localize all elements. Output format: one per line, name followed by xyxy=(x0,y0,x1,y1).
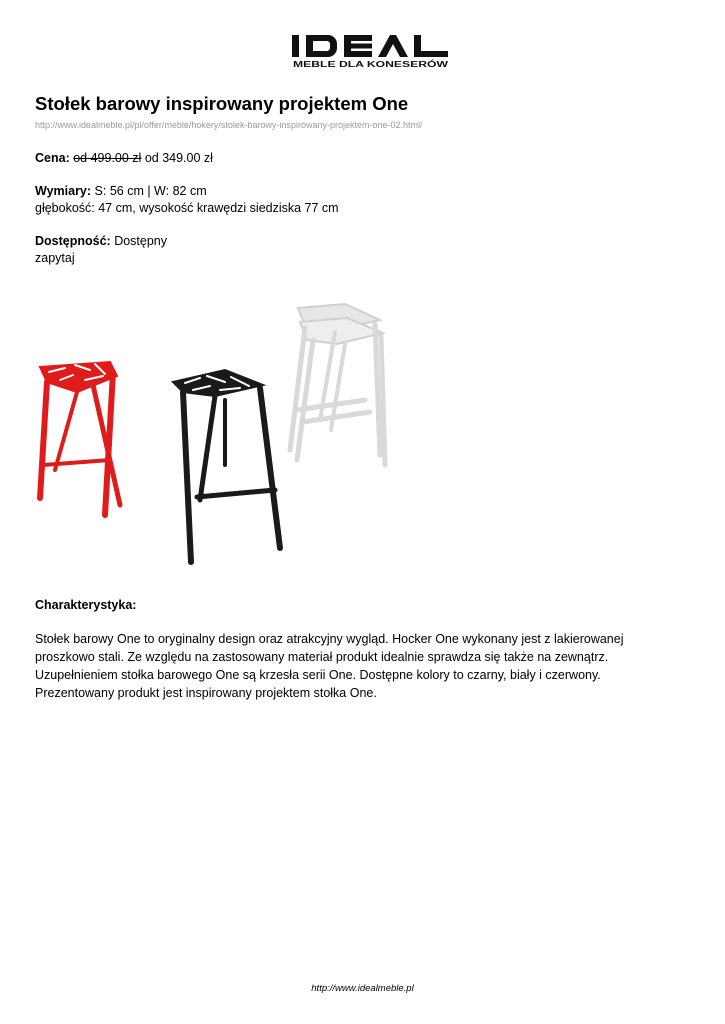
dimensions-extra: głębokość: 47 cm, wysokość krawędzi siedziska 77 cm xyxy=(35,201,339,215)
red-stool xyxy=(40,362,120,515)
brand-logo xyxy=(290,33,450,71)
dimensions-label: Wymiary: xyxy=(35,184,92,198)
availability-value: Dostępny xyxy=(114,234,167,248)
characteristics-line: Prezentowany produkt jest inspirowany projektem stołka One. xyxy=(35,686,377,700)
product-url[interactable]: http://www.idealmeble.pl/pl/offer/meble/hokery/stolek-barowy-inspirowany-projektem-one-02.html/ xyxy=(35,120,423,130)
dimensions-row xyxy=(35,183,207,200)
characteristics-line: Uzupełnieniem stołka barowego One są krzesła serii One. Dostępne kolory to czarny, biały i czerwony. xyxy=(35,668,601,682)
price-label: Cena: xyxy=(35,151,70,165)
characteristics-text xyxy=(35,630,685,702)
availability-row xyxy=(35,233,167,250)
ask-link[interactable]: zapytaj xyxy=(35,251,75,265)
logo-graphic xyxy=(290,33,450,71)
footer-url[interactable]: http://www.idealmeble.pl xyxy=(311,983,414,994)
white-stools xyxy=(290,304,385,465)
old-price: od 499.00 zł xyxy=(73,151,142,165)
bar-stools-photo xyxy=(35,300,395,575)
availability-label: Dostępność: xyxy=(35,234,111,248)
product-title: Stołek barowy inspirowany projektem One xyxy=(35,93,409,114)
product-image xyxy=(35,300,395,575)
current-price: od 349.00 zł xyxy=(144,151,213,165)
dimensions-value: S: 56 cm | W: 82 cm xyxy=(94,184,207,198)
characteristics-title: Charakterystyka: xyxy=(35,598,137,612)
characteristics-line: proszkowo stali. Ze względu na zastosowany materiał produkt idealnie sprawdza się także na zewnątrz. xyxy=(35,650,609,664)
svg-text:MEBLE DLA KONESERÓW: MEBLE DLA KONESERÓW xyxy=(293,60,449,69)
price-row xyxy=(35,150,213,167)
black-stool xyxy=(173,370,280,562)
characteristics-line: Stołek barowy One to oryginalny design oraz atrakcyjny wygląd. Hocker One wykonany jest z lakierowanej xyxy=(35,632,624,646)
